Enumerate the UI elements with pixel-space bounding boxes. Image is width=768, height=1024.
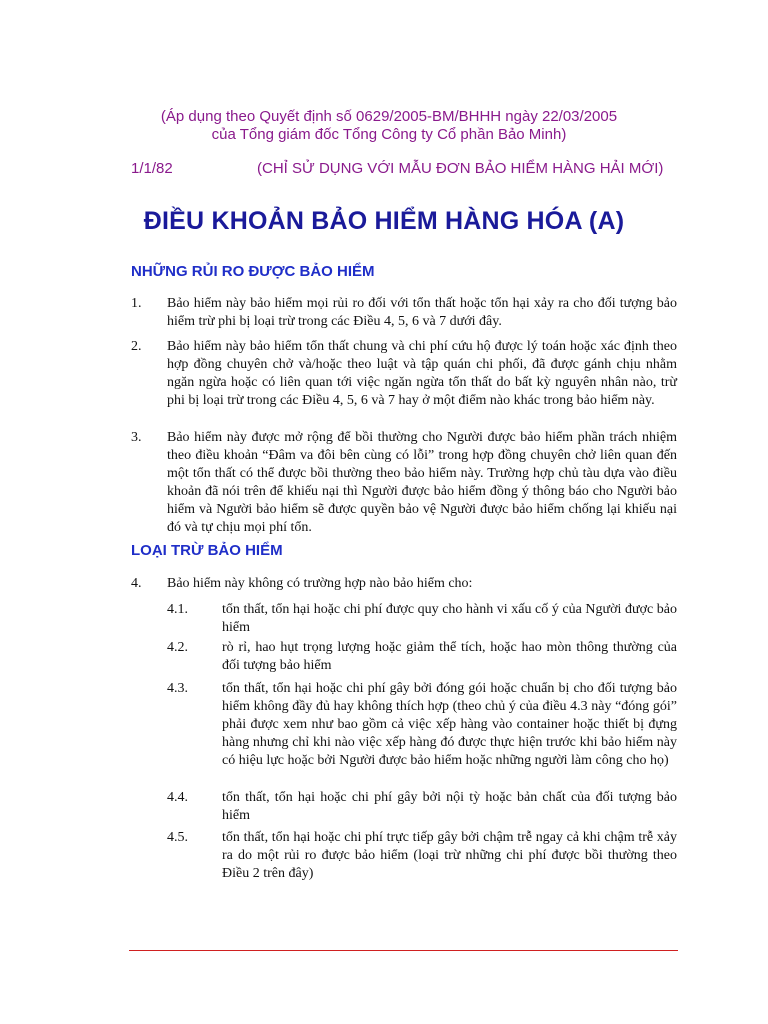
applied-decision-note [0, 108, 768, 144]
clause-code: 1/1/82 [131, 160, 173, 177]
clause-number: 4. [131, 576, 142, 591]
footer-divider [129, 950, 678, 951]
sub-clause-number: 4.5. [167, 830, 188, 845]
sub-clause-text: tổn thất, tổn hại hoặc chi phí gây bởi đóng gói hoặc chuẩn bị cho đối tượng bảo hiểm không đầy đủ hay không thích hợp (theo chủ ý của điều 4.3 này “đóng gói” phải được xem như bao gồm cả việc xếp hàng vào container hoặc thiết bị đựng hàng nhưng chỉ khi nào việc xếp hàng đó được thực hiện trước khi bảo hiểm này có hiệu lực hoặc bởi Người được bảo hiểm hoặc những người làm công cho họ) [222, 681, 677, 768]
sub-clause-text: rò rỉ, hao hụt trọng lượng hoặc giảm thể tích, hoặc hao mòn thông thường của đối tượng bảo hiểm [222, 640, 677, 673]
sub-clause-item [167, 601, 677, 637]
section-heading-insured-risks: NHỮNG RỦI RO ĐƯỢC BẢO HIỂM [131, 263, 375, 280]
sub-clause-number: 4.4. [167, 790, 188, 805]
clause-number: 2. [131, 339, 142, 354]
clause-number: 3. [131, 430, 142, 445]
clause-text: Bảo hiểm này không có trường hợp nào bảo hiểm cho: [167, 576, 473, 591]
document-title: ĐIỀU KHOẢN BẢO HIỂM HÀNG HÓA (A) [143, 207, 625, 235]
clause-item [131, 338, 677, 410]
sub-clause-item [167, 829, 677, 883]
sub-clause-text: tổn thất, tổn hại hoặc chi phí được quy cho hành vi xấu cố ý của Người được bảo hiểm [222, 602, 677, 635]
clause-text: Bảo hiểm này được mở rộng để bồi thường cho Người được bảo hiểm phần trách nhiệm theo điều khoản “Đâm va đôi bên cùng có lỗi” trong hợp đồng chuyên chở liên quan đến một tổn thất có thể được bồi thường theo bảo hiểm này. Trường hợp chủ tàu dựa vào điều khoản đã nói trên để khiếu nại thì Người được bảo hiểm đồng ý thông báo cho Người bảo hiểm và Người bảo hiểm sẽ được quyền bảo vệ Người được bảo hiểm chống lại khiếu nại đó và tự chịu mọi phí tổn. [167, 430, 677, 535]
clause-item [131, 575, 677, 593]
clause-number: 1. [131, 296, 142, 311]
sub-clause-number: 4.2. [167, 640, 188, 655]
clause-item [131, 429, 677, 537]
sub-clause-item [167, 789, 677, 825]
applied-line-2: của Tổng giám đốc Tổng Công ty Cổ phần Bảo Minh) [211, 126, 567, 143]
sub-clause-item [167, 639, 677, 675]
usage-note: (CHỈ SỬ DỤNG VỚI MẪU ĐƠN BẢO HIỂM HÀNG HẢI MỚI) [257, 160, 664, 177]
sub-clause-text: tổn thất, tổn hại hoặc chi phí trực tiếp gây bởi chậm trễ ngay cả khi chậm trễ xảy ra do một rủi ro được bảo hiểm (loại trừ những chi phí được bồi thường theo Điều 2 trên đây) [222, 830, 677, 881]
applied-line-1: (Áp dụng theo Quyết định số 0629/2005-BM/BHHH ngày 22/03/2005 [160, 108, 618, 125]
sub-clause-number: 4.1. [167, 602, 188, 617]
sub-clause-text: tổn thất, tổn hại hoặc chi phí gây bởi nội tỳ hoặc bản chất của đối tượng bảo hiểm [222, 790, 677, 823]
section-heading-exclusions: LOẠI TRỪ BẢO HIỂM [131, 542, 283, 559]
clause-text: Bảo hiểm này bảo hiểm tổn thất chung và chi phí cứu hộ được lý toán hoặc xác định theo hợp đồng chuyên chở và/hoặc theo luật và tập quán chi phối, đã được gánh chịu nhằm ngăn ngừa hoặc có liên quan tới việc ngăn ngừa tổn thất do bất kỳ nguyên nhân nào, trừ phi bị loại trừ trong các Điều 4, 5, 6 và 7 hay ở một điểm nào khác trong bảo hiểm này. [167, 339, 677, 408]
sub-clause-item [167, 680, 677, 770]
sub-clause-number: 4.3. [167, 681, 188, 696]
clause-text: Bảo hiểm này bảo hiểm mọi rủi ro đối với tổn thất hoặc tổn hại xảy ra cho đối tượng bảo hiểm trừ phi bị loại trừ trong các Điều 4, 5, 6 và 7 dưới đây. [167, 296, 677, 329]
clause-item [131, 295, 677, 331]
